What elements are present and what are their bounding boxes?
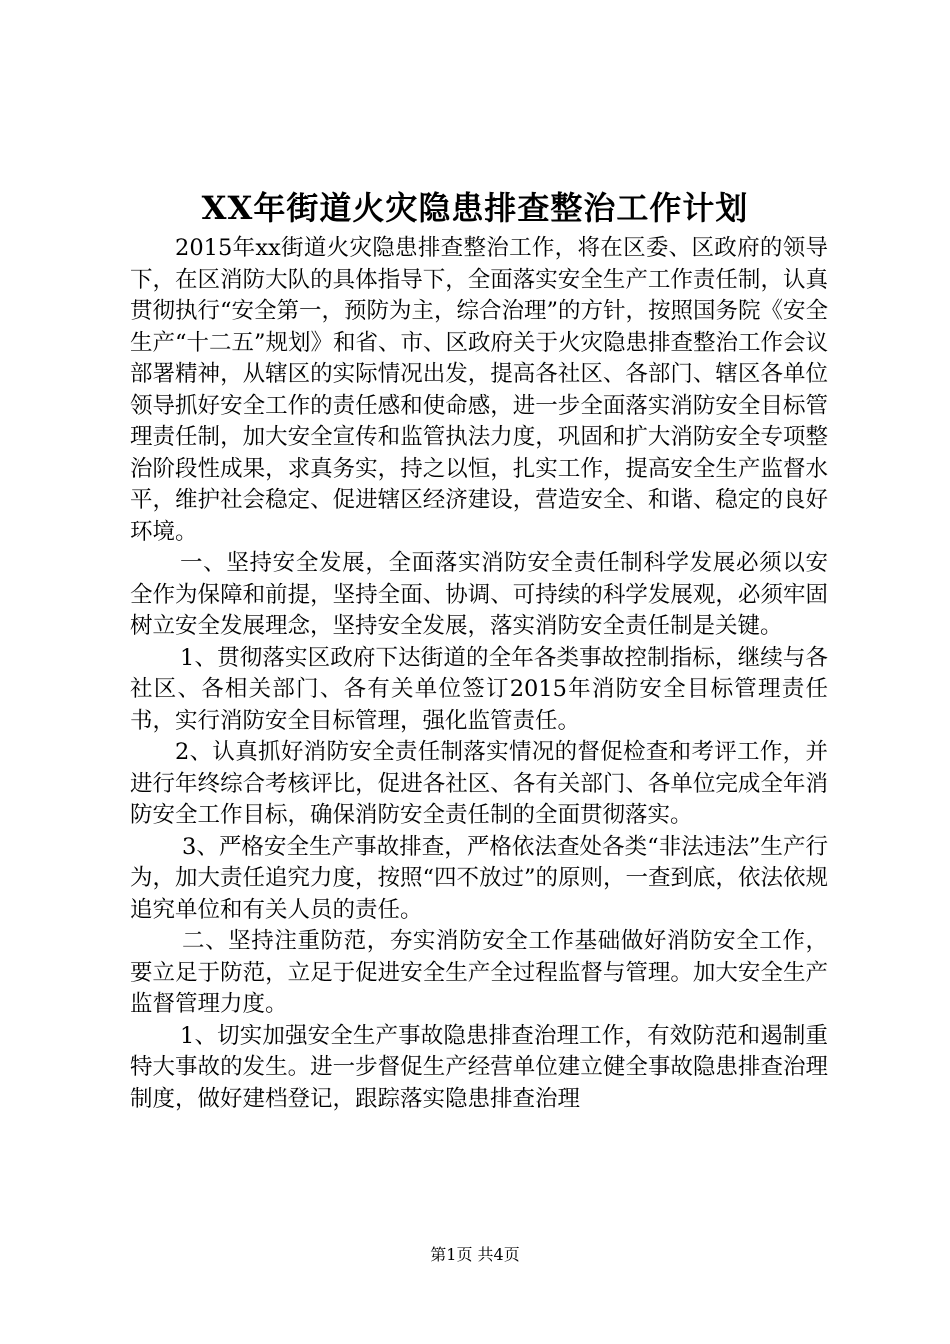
paragraph-section-1: 一、坚持安全发展，全面落实消防安全责任制科学发展必须以安全作为保障和前提，坚持全面、协调、可持续的科学发展观，必须牢固树立安全发展理念，坚持安全发展，落实消防安全责任制是关键。 bbox=[130, 550, 828, 639]
paragraph-item-1-1: 1、贯彻落实区政府下达街道的全年各类事故控制指标，继续与各社区、各相关部门、各有关单位签订2015年消防安全目标管理责任书，实行消防安全目标管理，强化监管责任。 bbox=[130, 644, 828, 734]
paragraph-section-2: 二、坚持注重防范，夯实消防安全工作基础做好消防安全工作，要立足于防范，立足于促进安全生产全过程监督与管理。加大安全生产监督管理力度。 bbox=[130, 928, 828, 1017]
document-body bbox=[130, 233, 828, 1115]
paragraph-item-1-2: 2、认真抓好消防安全责任制落实情况的督促检查和考评工作，并进行年终综合考核评比，促进各社区、各有关部门、各单位完成全年消防安全工作目标，确保消防安全责任制的全面贯彻落实。 bbox=[130, 739, 828, 828]
document-title: XX年街道火灾隐患排查整治工作计划 bbox=[201, 189, 749, 227]
paragraph-intro: 2015年xx街道火灾隐患排查整治工作，将在区委、区政府的领导下，在区消防大队的具体指导下，全面落实安全生产工作责任制，认真贯彻执行“安全第一，预防为主，综合治理”的方针，按照国务院《安全生产“十二五”规划》和省、市、区政府关于火灾隐患排查整治工作会议部署精神，从辖区的实际情况出发，提高各社区、各部门、辖区各单位领导抓好安全工作的责任感和使命感，进一步全面落实消防安全目标管理责任制，加大安全宣传和监管执法力度，巩固和扩大消防安全专项整治阶段性成果，求真务实，持之以恒，扎实工作，提高安全生产监督水平，维护社会稳定、促进辖区经济建设，营造安全、和谐、稳定的良好环境。 bbox=[130, 235, 829, 545]
paragraph-item-1-3: 3、严格安全生产事故排查，严格依法查处各类“非法违法”生产行为，加大责任追究力度，按照“四不放过”的原则，一查到底，依法依规追究单位和有关人员的责任。 bbox=[130, 833, 829, 923]
paragraph-item-2-1: 1、切实加强安全生产事故隐患排查治理工作，有效防范和遏制重特大事故的发生。进一步督促生产经营单位建立健全事故隐患排查治理制度，做好建档登记，跟踪落实隐患排查治理 bbox=[130, 1022, 828, 1112]
page-number-footer: 第1页 共4页 bbox=[430, 1245, 520, 1264]
